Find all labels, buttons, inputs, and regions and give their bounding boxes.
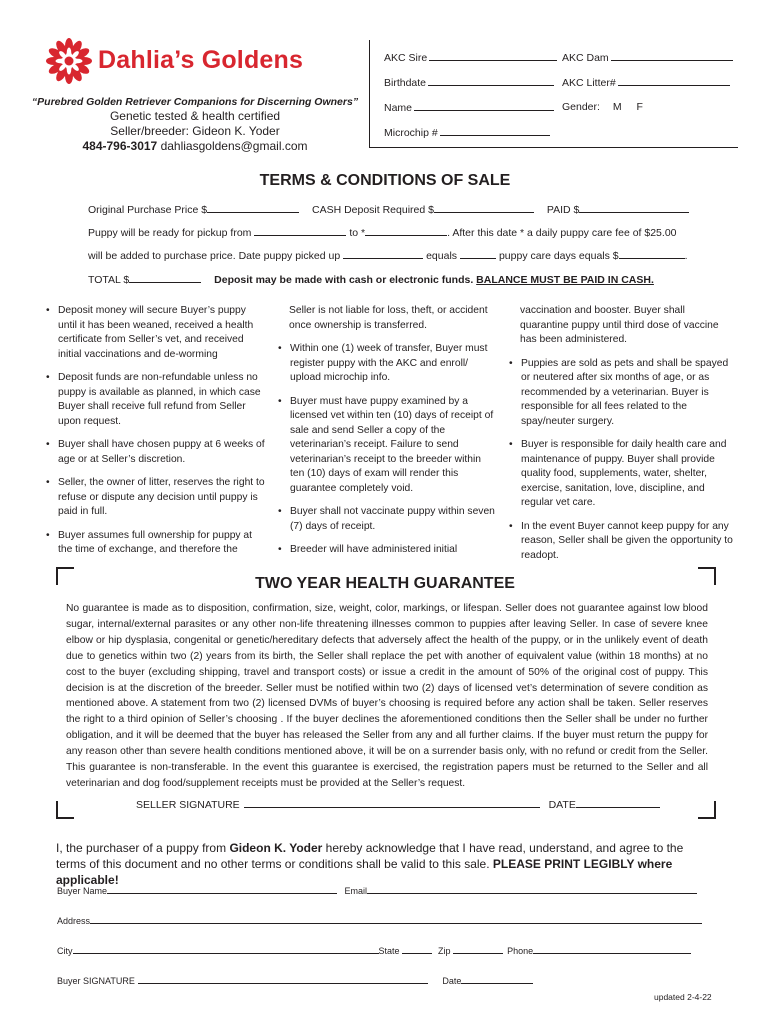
pickup-from-input[interactable] (254, 226, 346, 236)
phone-number: 484-796-3017 (82, 139, 158, 153)
terms-column-2 (276, 304, 498, 567)
care-days-label: puppy care days equals $ (498, 250, 619, 262)
contact-line-genetic: Genetic tested & health certified (109, 109, 281, 123)
pickup-to-input[interactable] (365, 226, 447, 236)
microchip-label: Microchip # (384, 127, 438, 139)
pickup-row (88, 226, 677, 239)
list-item: • Buyer shall have chosen puppy at 6 weeks of age or at Seller’s discretion. (44, 438, 266, 467)
ack-part-1: I, the purchaser of a puppy from (56, 841, 230, 855)
akc-sire-label: AKC Sire (384, 52, 428, 64)
akc-dam-field[interactable] (562, 51, 733, 64)
total-row (88, 273, 654, 286)
list-item: • Buyer is responsible for daily health care and maintenance of puppy. Buyer shall provide quality food, supplements, water, shelter, exercise, sanitation, love, discipline, and regular vet care. (507, 438, 735, 511)
ack-part-2: hereby acknowledge that I have read, understand, and agree to the terms of this document and no other terms or conditions shall be valid to this sale. (56, 841, 684, 871)
name-label: Name (384, 102, 413, 114)
contact-line-phone-email (0, 139, 390, 154)
seller-date-label: DATE (548, 799, 576, 811)
buyer-city-input[interactable] (73, 944, 379, 954)
list-item: • Deposit funds are non-refundable unless no puppy is available as planned, in which case Buyer shall receive full refund from Seller upon request. (44, 371, 266, 429)
care-days-input[interactable] (460, 249, 496, 259)
buyer-date-input[interactable] (461, 974, 533, 984)
dahlia-flower-icon (46, 38, 92, 84)
buyer-email-label: Email (344, 886, 368, 896)
list-item: • Within one (1) week of transfer, Buyer must register puppy with the AKC and enroll/ upload microchip info. (276, 342, 498, 386)
buyer-state-input[interactable] (402, 944, 432, 954)
care-fee-input[interactable] (619, 249, 685, 259)
acknowledgement-text (56, 840, 716, 888)
updated-date: updated 2-4-22 (654, 992, 712, 1002)
terms-title: TERMS & CONDITIONS OF SALE (259, 172, 511, 189)
cash-deposit-label: CASH Deposit Required $ (311, 204, 434, 216)
gender-label: Gender: (562, 101, 600, 113)
terms-column-1 (44, 304, 266, 567)
list-item: • Buyer shall not vaccinate puppy within seven (7) days of receipt. (276, 505, 498, 534)
after-date-text: . After this date * a daily puppy care fee of $25.00 (447, 227, 677, 239)
buyer-phone-input[interactable] (533, 944, 691, 954)
price-row (88, 203, 689, 216)
total-label: TOTAL $ (88, 274, 130, 286)
buyer-name-label: Buyer Name (57, 886, 108, 896)
email-address: dahliasgoldens@gmail.com (160, 139, 308, 153)
buyer-name-row (57, 884, 697, 896)
akc-litter-label: AKC Litter# (562, 77, 616, 89)
list-item: • In the event Buyer cannot keep puppy for any reason, Seller shall be given the opportunity to readopt. (507, 520, 735, 564)
buyer-state-label: State (378, 946, 400, 956)
paid-label: PAID $ (546, 204, 580, 216)
buyer-name-input[interactable] (107, 884, 337, 894)
seller-signature-input[interactable] (244, 798, 540, 808)
buyer-zip-label: Zip (438, 946, 451, 956)
paid-input[interactable] (579, 203, 689, 213)
buyer-address-row (57, 914, 702, 926)
buyer-signature-label: Buyer SIGNATURE (57, 976, 135, 986)
puppy-info-box (369, 40, 738, 148)
guarantee-title: TWO YEAR HEALTH GUARANTEE (255, 575, 515, 592)
buyer-date-label: Date (442, 976, 462, 986)
seller-signature-row (136, 798, 660, 811)
original-price-input[interactable] (207, 203, 299, 213)
seller-signature-label: SELLER SIGNATURE (136, 799, 240, 811)
birthdate-field[interactable] (384, 76, 554, 89)
gender-field[interactable] (562, 101, 643, 113)
deposit-note: Deposit may be made with cash or electronic funds. (214, 274, 474, 286)
terms-column-3 (507, 304, 735, 572)
list-item: • Puppies are sold as pets and shall be spayed or neutered after six months of age, or as recommended by a veterinarian. Buyer is responsible for all fees related to the spay/neuter surgery. (507, 357, 735, 430)
print-legibly-note: PLEASE PRINT LEGIBLY where applicable! (56, 857, 673, 887)
brand-name: Dahlia’s Goldens (98, 46, 304, 74)
buyer-address-input[interactable] (90, 914, 702, 924)
added-price-text: will be added to purchase price. Date puppy picked up (88, 250, 341, 262)
balance-note: BALANCE MUST BE PAID IN CASH. (476, 274, 654, 286)
buyer-city-row (57, 944, 691, 956)
gender-option-f[interactable]: F (636, 101, 643, 113)
ack-seller-name: Gideon K. Yoder (229, 841, 323, 855)
buyer-zip-input[interactable] (453, 944, 503, 954)
akc-litter-field[interactable] (562, 76, 730, 89)
guarantee-text: No guarantee is made as to disposition, confirmation, size, weight, color, markings, or lifespan. Seller does not guarantee against low blood sugar, internal/external parasites or any other non-life threatening illnesses common to puppies after leaving Seller. In case of severe knee elbow or hip dysplasia, congenital or genetic/hereditary defects that adversely affect the health of the puppy, or in the unlikely event of death due to genetics within two (2) years from its birth, the Seller shall replace the pet with another of equivalent value (within 18 months) at no cost to the buyer (excluding shipping, travel and transport costs) or issue a credit in the amount of 50% of the original cost of puppy. This decision is at the discretion of the breeder. Seller must be notified within two (2) days of licensed vet’s determination of severe condition as mentioned above. A statement from two (2) licensed DVMs of buyer’s choosing is required before any action shall be taken. Seller reserves the right to a third opinion of Seller’s choosing . If the buyer declines the aforementioned conditions then the Seller shall be under no further obligation, and it will be deemed that the buyer has released the Seller from any and all further claims. If the buyer must return the puppy for any reason other than severe health conditions mentioned above, it will be on a surrender basis only, with no refund or credit from the Seller. This guarantee is non-transferable. In the event this guarantee is exercised, the registration papers must be returned to the Seller and all veterinarian and dog food/supplement receipts must be provided at the Seller’s request. (66, 603, 708, 789)
list-item: • Breeder will have administered initial (276, 543, 498, 558)
gender-option-m[interactable]: M (612, 101, 622, 113)
list-item: • Buyer must have puppy examined by a licensed vet within ten (10) days of receipt of sale and send Seller a copy of the veterinarian’s receipt. Failure to send veterinarian’s receipt to the breeder within ten (10) days of exam will render this guarantee completely void. (276, 395, 498, 497)
tagline: “Purebred Golden Retriever Companions for Discerning Owners” (31, 96, 359, 108)
equals-label: equals (426, 250, 458, 262)
name-field[interactable] (384, 101, 554, 114)
total-input[interactable] (129, 273, 201, 283)
list-item: • Buyer assumes full ownership for puppy at the time of exchange, and therefore the (44, 529, 266, 558)
buyer-signature-input[interactable] (138, 974, 428, 984)
list-item: • Deposit money will secure Buyer’s puppy until it has been weaned, received a health certificate from Seller’s vet, and received initial vaccinations and de-worming (44, 304, 266, 362)
original-price-label: Original Purchase Price $ (88, 204, 208, 216)
akc-dam-label: AKC Dam (562, 52, 609, 64)
buyer-phone-label: Phone (507, 946, 534, 956)
list-item-continuation: vaccination and booster. Buyer shall quarantine puppy until third dose of vaccine has been administered. (520, 305, 719, 345)
pickup-from-label: Puppy will be ready for pickup from (88, 227, 252, 239)
cash-deposit-input[interactable] (434, 203, 534, 213)
birthdate-label: Birthdate (384, 77, 427, 89)
contact-block (0, 109, 390, 154)
buyer-address-label: Address (57, 916, 91, 926)
picked-up-date-input[interactable] (343, 249, 423, 259)
microchip-field[interactable] (384, 126, 550, 139)
list-item: • Seller, the owner of litter, reserves the right to refuse or dispute any decision until puppy is paid in full. (44, 476, 266, 520)
buyer-email-input[interactable] (367, 884, 697, 894)
buyer-city-label: City (57, 946, 73, 956)
seller-date-input[interactable] (576, 798, 660, 808)
akc-sire-field[interactable] (384, 51, 557, 64)
list-item-continuation: Seller is not liable for loss, theft, or accident once ownership is transferred. (289, 305, 488, 331)
pickup-fee-row (88, 249, 688, 262)
buyer-signature-row (57, 974, 533, 986)
contact-line-breeder: Seller/breeder: Gideon K. Yoder (110, 124, 280, 138)
pickup-to-label: to * (349, 227, 366, 239)
period: . (684, 250, 688, 262)
